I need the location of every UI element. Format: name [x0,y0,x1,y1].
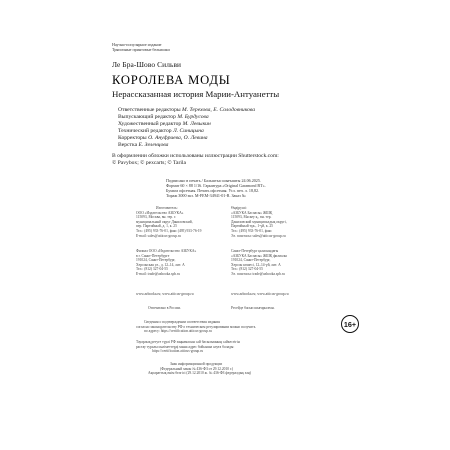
branch-line: Херсонская ул., д. 12–14, лит. А [136,262,185,267]
publisher-line: Тел.: (495) 933-76-01, факс (495) 933-76-19 [136,228,202,233]
credit-role: Выпускающий редактор [118,114,176,121]
branch-line: Херсон көшесі, 12–14-үй, лит. А [231,262,281,267]
credit-line [118,135,255,142]
print-info [166,178,266,198]
publisher-line: Эл. поштасы: sales@atticus-group.ru [231,233,286,238]
info-mark-line: (Федеральный закон № 436-ФЗ от 29.12.2010 г.) [160,366,234,371]
info-mark-line: Ақпараттық өнім белгісі (29.12.2010 ж. № 436-ФЗ федералдық заң) [148,371,251,376]
cover-note: В оформлении обложки использованы иллюстрации Shutterstock.com: [112,153,279,159]
printed-in-ru: Отпечатано в России. [148,306,182,310]
author-name: Ле Бра-Шово Сильви [112,60,182,69]
publisher-line: 115093, Москва, вн. тер. г. [136,215,176,220]
publisher-line: Даниловский муниципалдық округі, [231,219,287,224]
branch-line: 191024, Санкт-Петербург, [231,258,271,263]
credit-name: М. Левыкин [182,121,211,128]
publisher-line: E-mail: sales@atticus-group.ru [136,233,181,238]
printed-in-kz: Ресейде басып шығарылған. [231,306,275,310]
publisher-header: Изготовитель: [156,206,178,210]
copyright-line: © Pavybox; © pexcarts; © Tarila [112,160,186,167]
editorial-credits [118,107,255,150]
series-note-line: Научно-популярное издание [112,42,162,47]
publisher-line: «АЗБУКА Баспасы» ЖШҚ [231,210,273,215]
info-mark-line: Знак информационной продукции [170,362,223,366]
website-kz: www.azbooka.ru; www.atticus-group.ru [231,292,289,296]
series-note [112,42,170,52]
certification-line: по адресу: https://certification.atticus-group.ru [144,329,212,334]
credit-name: О. Ануфриева, О. Левина [148,135,208,142]
website-ru: www.azbooka.ru; www.atticus-group.ru [136,292,194,296]
certification-line: растау туралы мәліметтерді мына адрес бойынша алуға болады: [136,344,235,349]
branch-line: Тел.: (812) 327-04-55 [136,267,168,272]
branch-line: Санкт-Петербург қаласындағы [231,249,279,253]
publisher-header: Өндіруші: [231,206,247,210]
credit-role: Художественный редактор [118,121,182,128]
series-note-line: Тряпичные принтовые бельишки [112,47,170,53]
credit-name: Л. Синицына [172,128,204,135]
credit-name: М. Бурдусова [177,114,209,121]
publisher-line: Партийный тұк., 1-үй, к. 25 [231,224,273,229]
certification-line: согласно законодательству РФ о техническом регулировании можно получить [136,324,256,329]
certification-ru [136,320,255,334]
book-subtitle: Нерассказанная история Марии-Антуанетты [112,89,280,99]
credit-role: Корректоры [118,135,147,142]
credit-line [118,142,255,149]
credit-role: Технический редактор [118,128,172,135]
credit-name: Е. Зеленцова [138,142,169,149]
publisher-line: ООО «Издательство АЗБУКА» [136,210,184,215]
certification-kz [136,340,240,354]
print-info-line: Тираж 3000 экз. М-FEM-34941-01-R. Заказ № [166,193,246,199]
spb-branch-ru [136,249,196,277]
branch-line: Эл. поштасы: trade@azbooka.spb.ru [231,271,285,276]
spb-branch-kz [231,249,287,277]
publisher-line: 115093, Мәскеу қ., вн. тер. [231,215,272,220]
publisher-line: муниципальный округ Даниловский, [136,219,193,224]
credit-role: Ответственные редакторы [118,107,181,113]
branch-line: E-mail: trade@azbooka.spb.ru [136,271,180,276]
branch-line: 191024, Санкт-Петербург, [136,258,176,263]
print-info-line: Формат 60 × 88 1/16. Гарнитура «Original Garamond BT». [166,183,266,189]
print-info-line: Подписано в печать / Бальштыс шығышты 24.06.2025. [166,178,261,183]
publisher-line: пер. Партийный, д. 1, к. 25 [136,224,177,229]
credit-name: М. Терехова, Е. Солодовникова [182,107,256,113]
branch-line: «АЗБУКА Баспасы» ЖШҚ филиалы [231,253,287,258]
book-title: КОРОЛЕВА МОДЫ [112,73,231,87]
certification-line: https://certification.atticus-group.ru [152,349,204,354]
publisher-info-ru [136,206,201,238]
branch-line: Филиал ООО «Издательство АЗБУКА» [136,249,197,253]
cover-illustration-note [112,153,279,167]
age-rating-badge: 16+ [341,315,359,333]
info-product-mark [148,362,251,376]
branch-line: в г. Санкт-Петербурге [136,253,170,258]
publisher-info-kz [231,206,287,238]
credit-role: Верстка [118,142,138,149]
certification-line: Сведения о подтверждении соответствия издания [144,320,220,324]
publisher-line: Тел.: (495) 933-76-01, факс [231,228,272,233]
certification-line: Тауарлық ретуге түрлі РФ заңнамасын сәй басылымның сәйкестігін [136,340,240,344]
print-info-line: Бумага офсетная. Печать офсетная. Усл. печ. л. 18,82. [166,188,260,194]
branch-line: Тел.: (812) 327-04-55 [231,267,263,272]
